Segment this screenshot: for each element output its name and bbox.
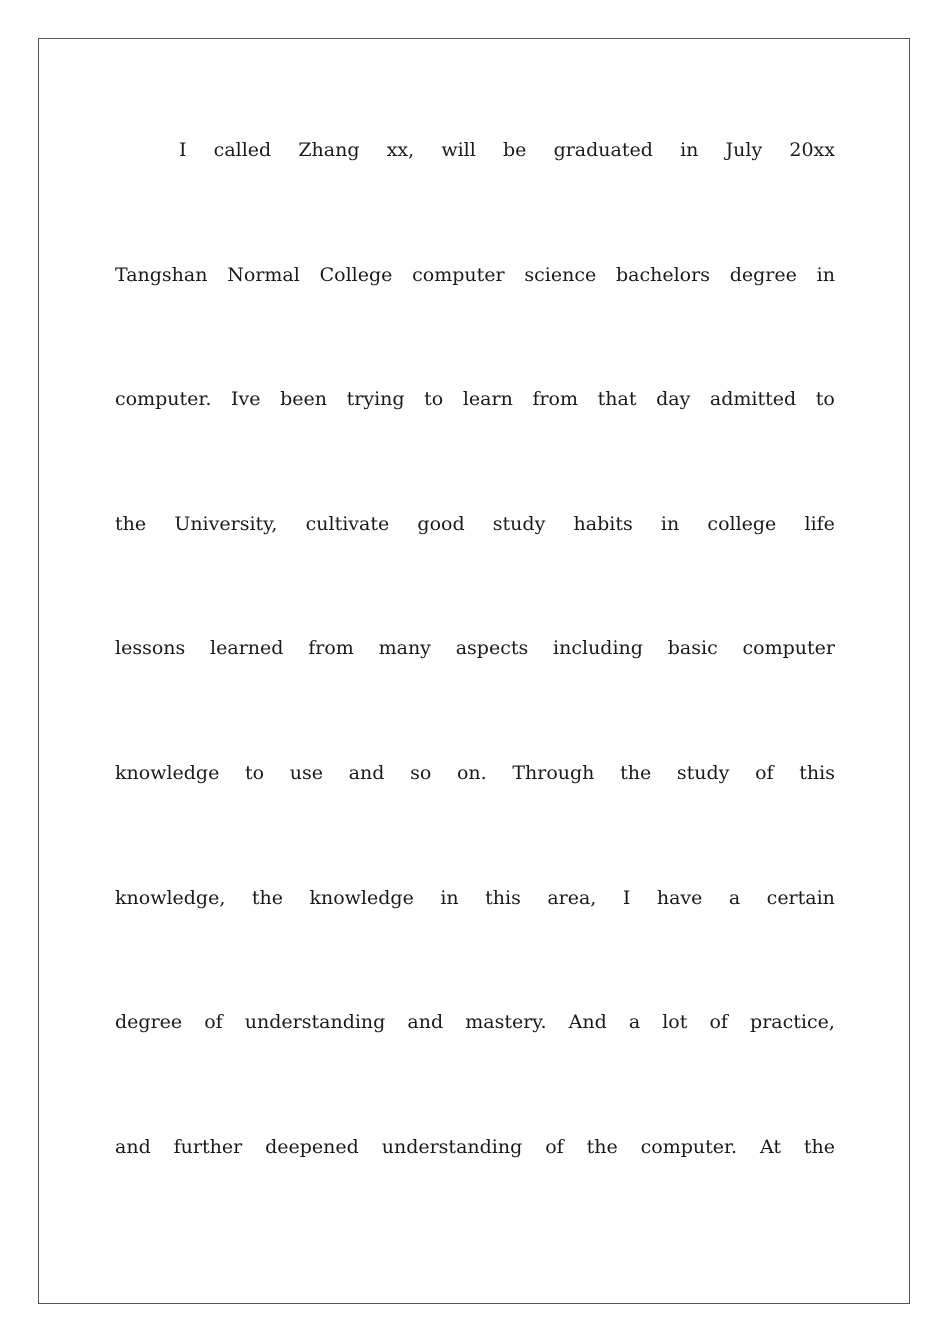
word: certain <box>766 886 835 909</box>
word: called <box>213 139 272 161</box>
text-line-7 <box>115 873 835 923</box>
word: Normal <box>227 263 300 286</box>
word: area, <box>547 886 597 909</box>
word: College <box>319 263 393 286</box>
word: graduated <box>553 139 653 161</box>
text-line-9 <box>115 1122 835 1172</box>
word: the <box>251 886 283 909</box>
word: I <box>622 886 631 909</box>
word: and <box>407 1011 444 1034</box>
word: degree <box>115 1011 183 1034</box>
word: to <box>424 388 444 411</box>
word: so <box>410 761 432 784</box>
word: understanding <box>381 1135 523 1158</box>
word: computer <box>742 637 835 660</box>
word: to <box>245 761 265 784</box>
word: of <box>204 1011 223 1034</box>
word: lessons <box>115 637 186 660</box>
word: of <box>709 1011 728 1034</box>
word: computer. <box>115 388 212 411</box>
word: a <box>628 1011 641 1034</box>
word: this <box>799 761 835 784</box>
word: And <box>568 1011 607 1034</box>
document-body <box>115 125 835 1246</box>
text-line-1 <box>115 125 835 175</box>
text-line-4 <box>115 499 835 549</box>
word: be <box>502 139 527 161</box>
text-line-8 <box>115 997 835 1047</box>
word: computer. <box>640 1135 738 1158</box>
word: Zhang <box>298 139 360 161</box>
word: July <box>725 139 763 161</box>
word: of <box>755 761 774 784</box>
word: understanding <box>244 1011 386 1034</box>
word: will <box>441 139 476 161</box>
word: that <box>597 388 637 411</box>
word: I <box>179 139 187 161</box>
word: learned <box>210 637 284 660</box>
word: knowledge <box>309 886 414 909</box>
word: the <box>586 1135 618 1158</box>
word: deepened <box>265 1135 359 1158</box>
word: study <box>492 512 546 535</box>
word: in <box>660 512 680 535</box>
word: on. <box>456 761 487 784</box>
word: and <box>348 761 385 784</box>
word: many <box>378 637 431 660</box>
word: 20xx <box>789 139 835 161</box>
word: science <box>524 263 597 286</box>
word: use <box>289 761 323 784</box>
word: the <box>115 512 147 535</box>
word: study <box>676 761 730 784</box>
word: habits <box>573 512 633 535</box>
word: and <box>115 1135 151 1158</box>
word: bachelors <box>615 263 710 286</box>
word: further <box>173 1135 243 1158</box>
word: aspects <box>455 637 529 660</box>
word: basic <box>667 637 718 660</box>
text-line-5 <box>115 623 835 673</box>
word: day <box>656 388 691 411</box>
word: have <box>656 886 703 909</box>
word: cultivate <box>305 512 390 535</box>
word: life <box>804 512 835 535</box>
word: admitted <box>709 388 797 411</box>
word: in <box>440 886 459 909</box>
word: good <box>417 512 465 535</box>
word: college <box>707 512 777 535</box>
text-line-6 <box>115 748 835 798</box>
word: from <box>308 637 354 660</box>
word: this <box>485 886 521 909</box>
word: the <box>803 1135 835 1158</box>
word: Ive <box>231 388 261 411</box>
word: learn <box>462 388 513 411</box>
word: been <box>280 388 328 411</box>
word: from <box>532 388 579 411</box>
word: of <box>545 1135 564 1158</box>
word: trying <box>346 388 405 411</box>
word: mastery. <box>465 1011 547 1034</box>
word: to <box>815 388 835 411</box>
word: a <box>728 886 741 909</box>
word: University, <box>174 512 278 535</box>
word: in <box>680 139 699 161</box>
word: degree <box>729 263 797 286</box>
word: xx, <box>386 139 415 161</box>
word: including <box>553 637 643 660</box>
text-line-3 <box>115 374 835 424</box>
word: computer <box>412 263 505 286</box>
word: the <box>620 761 652 784</box>
word: Through <box>512 761 595 784</box>
text-line-2 <box>115 250 835 300</box>
word: lot <box>662 1011 688 1034</box>
word: in <box>816 263 835 286</box>
word: practice, <box>750 1011 835 1034</box>
word: Tangshan <box>115 263 208 286</box>
word: knowledge, <box>115 886 226 909</box>
word: knowledge <box>115 761 220 784</box>
word: At <box>759 1135 781 1158</box>
